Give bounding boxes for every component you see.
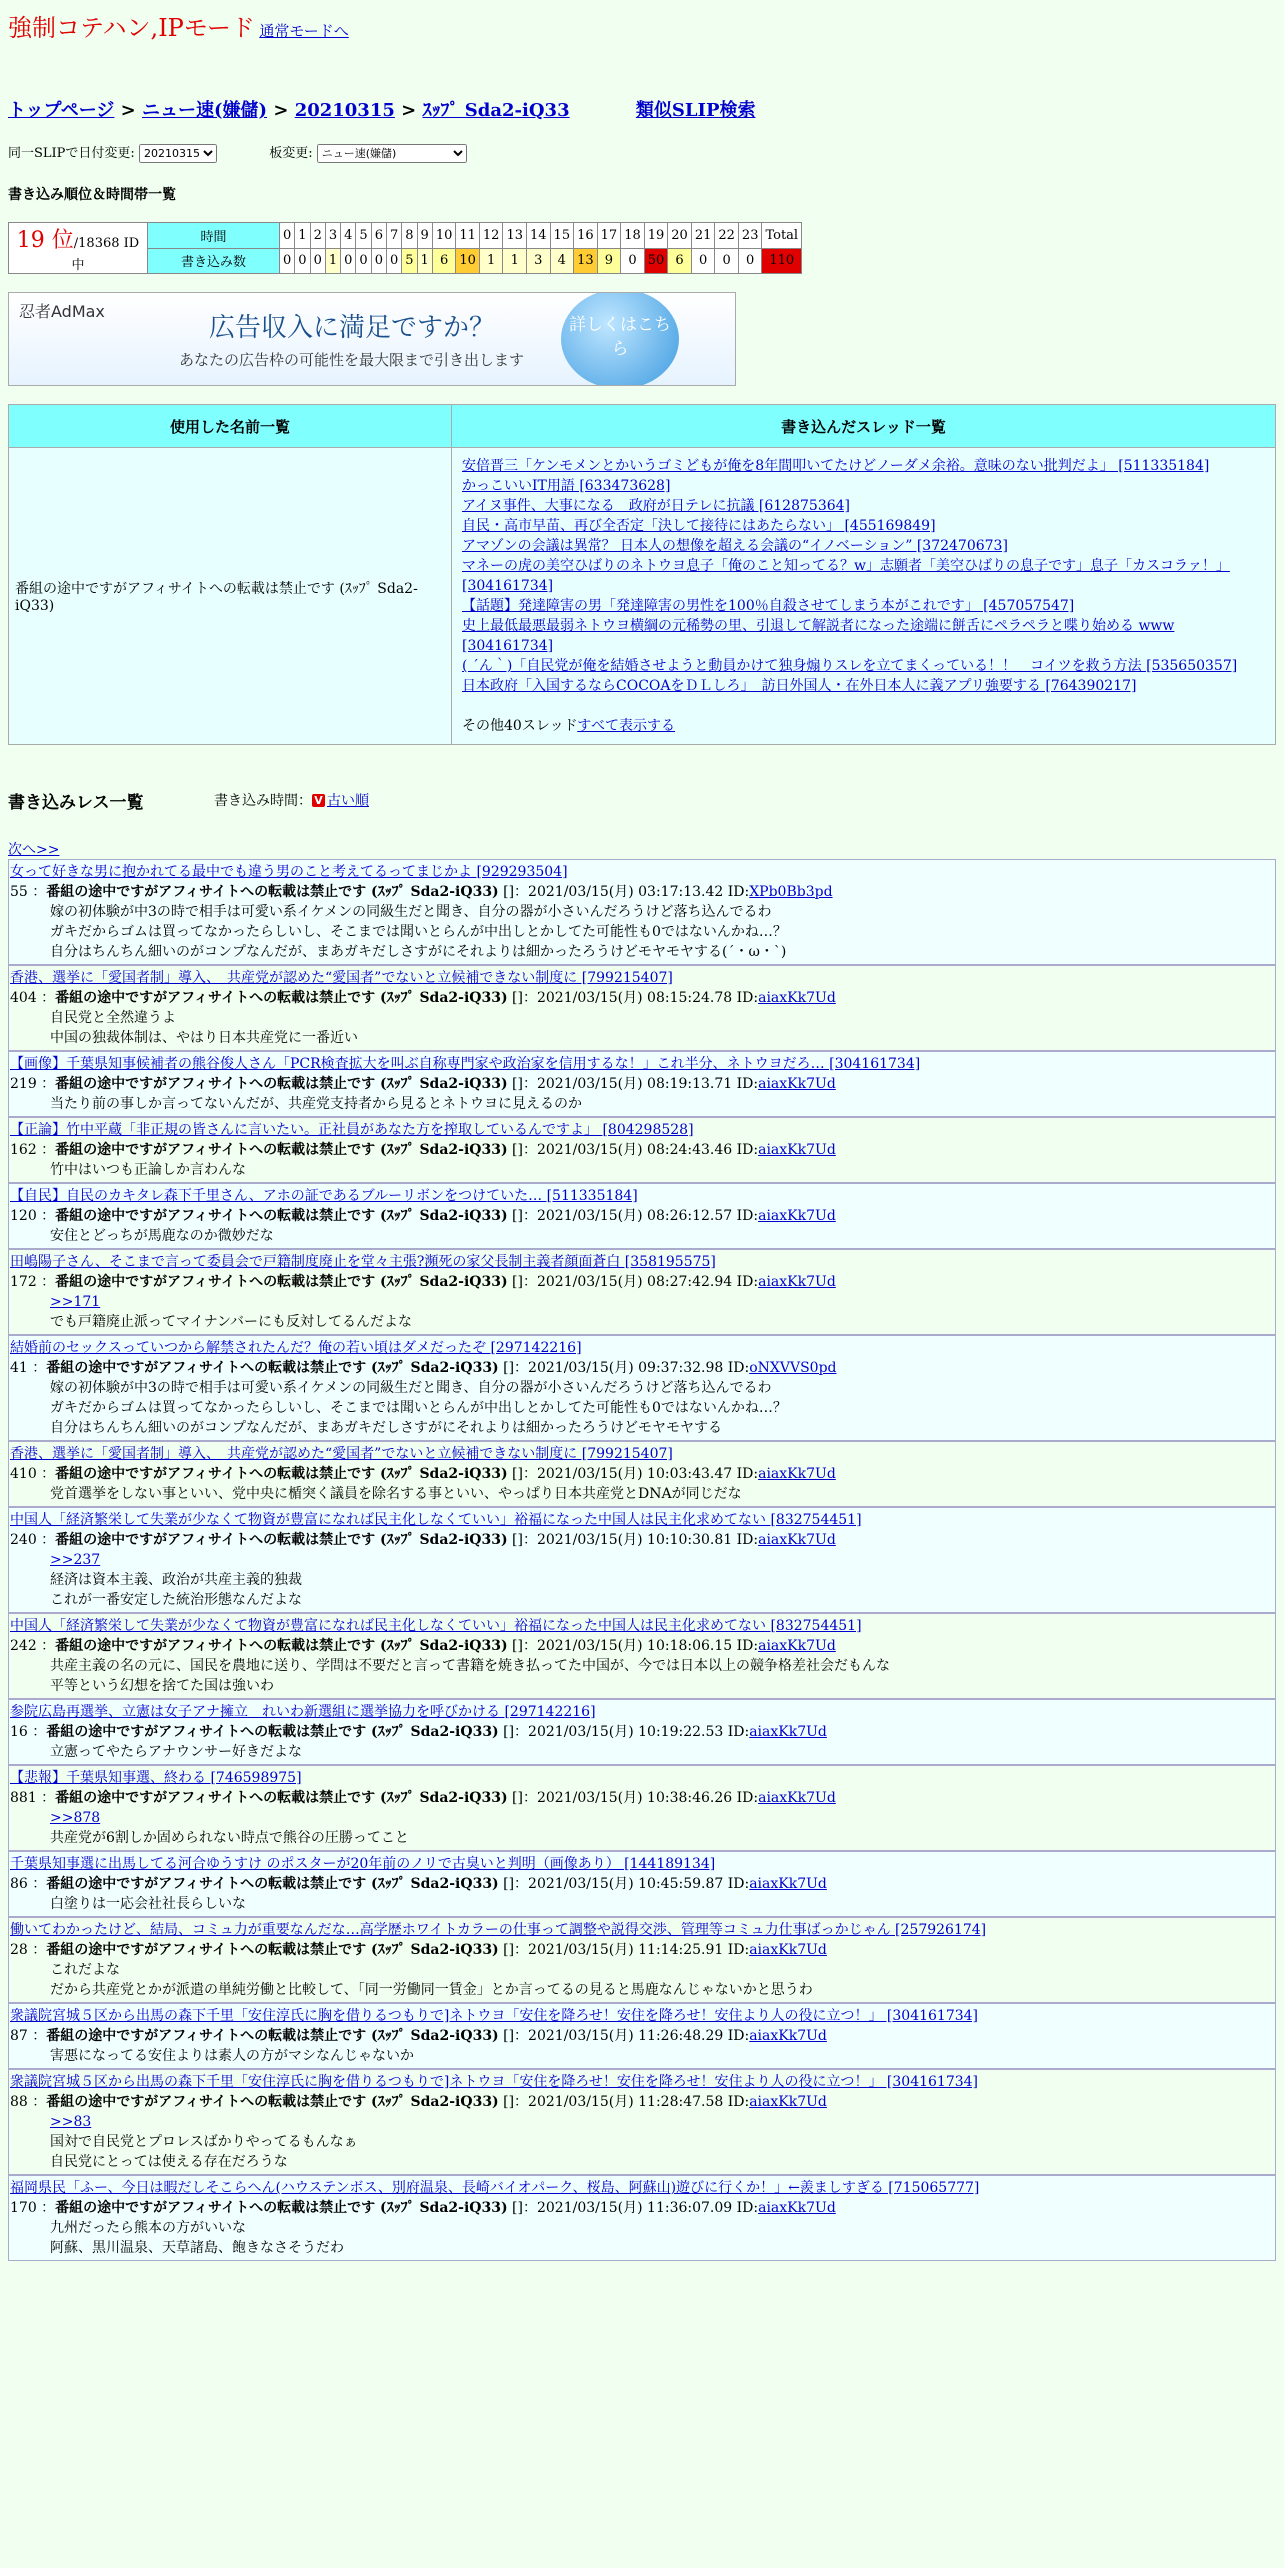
hour-cell: 16 — [574, 223, 598, 249]
post-header — [10, 882, 1274, 902]
board-select[interactable] — [317, 144, 467, 163]
post-item — [8, 1183, 1276, 1249]
hour-cell: 15 — [550, 223, 574, 249]
post-line: 国対で自民党とプロレスばかりやってるもんなぁ — [50, 2134, 358, 2150]
post-number: 172 ： — [10, 1274, 56, 1290]
date-select[interactable] — [139, 144, 217, 163]
post-name: 番組の途中ですがアフィサイトへの転載は禁止です (ｽｯﾌﾟ Sda2-iQ33) — [55, 1532, 508, 1548]
post-item — [8, 1699, 1276, 1765]
post-number: 120 ： — [10, 1208, 56, 1224]
thread-link[interactable]: ( ´ん｀)「自民党が俺を結婚させようと動員かけて独身煽りスレを立てまくっている！！ コイツを救う方法 [535650357] — [462, 658, 1238, 674]
post-id-link[interactable]: aiaxKk7Ud — [758, 1142, 836, 1158]
post-body — [10, 1484, 1274, 1504]
post-item — [8, 859, 1276, 965]
post-body — [10, 1226, 1274, 1246]
post-line: これが一番安定した統治形態なんだよな — [50, 1592, 302, 1608]
reply-anchor-link[interactable]: >>171 — [50, 1294, 101, 1310]
post-body — [10, 1742, 1274, 1762]
post-id-link[interactable]: aiaxKk7Ud — [749, 2028, 827, 2044]
post-thread-link[interactable]: 【自民】自民のカキタレ森下千里さん、アホの証であるブルーリボンをつけていた… [511335184] — [10, 1188, 638, 1204]
count-cell: 4 — [550, 248, 574, 274]
next-page-link[interactable]: 次へ>> — [8, 842, 60, 858]
post-header — [10, 2092, 1274, 2112]
post-header — [10, 1874, 1274, 1894]
post-id-link[interactable]: aiaxKk7Ud — [758, 2200, 836, 2216]
post-meta: []：2021/03/15(月) 10:18:06.15 ID: — [507, 1638, 759, 1654]
similar-slip-search-link[interactable]: 類似SLIP検索 — [635, 100, 756, 121]
count-cell: 0 — [280, 248, 295, 274]
post-body — [10, 1160, 1274, 1180]
post-body — [10, 1656, 1274, 1696]
hour-cell: 13 — [503, 223, 527, 249]
count-cell: 3 — [527, 248, 551, 274]
post-thread-link[interactable]: 女って好きな男に抱かれてる最中でも違う男のこと考えてるってまじかよ [929293504] — [10, 864, 568, 880]
breadcrumb-sep: > — [267, 100, 295, 121]
date-change-label: 同一SLIPで日付変更: — [8, 146, 135, 161]
post-item — [8, 2069, 1276, 2175]
count-cell: 0 — [356, 248, 371, 274]
post-number: 219 ： — [10, 1076, 56, 1092]
names-header: 使用した名前一覧 — [9, 405, 452, 448]
thread-link[interactable]: 【話題】発達障害の男「発達障害の男性を100％自殺させてしまう本がこれです」 [457057547] — [462, 598, 1075, 614]
breadcrumb-board[interactable]: ニュー速(嫌儲) — [142, 100, 268, 121]
hour-cell: 4 — [341, 223, 356, 249]
post-item — [8, 1765, 1276, 1851]
count-header: 書き込み数 — [148, 248, 280, 274]
post-thread-link[interactable]: 結婚前のセックスっていつから解禁されたんだ？俺の若い頃はダメだったぞ [297142216] — [10, 1340, 582, 1356]
post-name: 番組の途中ですがアフィサイトへの転載は禁止です (ｽｯﾌﾟ Sda2-iQ33) — [46, 884, 499, 900]
names-threads-table — [8, 404, 1276, 745]
post-item — [8, 965, 1276, 1051]
post-line: 自民党にとっては使える存在だろうな — [50, 2154, 288, 2170]
breadcrumb-top[interactable]: トップページ — [8, 100, 115, 121]
post-number: 162 ： — [10, 1142, 56, 1158]
post-thread-link[interactable]: 香港、選挙に「愛国者制」導入、 共産党が認めた“愛国者”でないと立候補できない制度に [799215407] — [10, 1446, 673, 1462]
post-line: 平等という幻想を捨てた国は強いわ — [50, 1678, 274, 1694]
hour-cell: Total — [762, 223, 802, 249]
post-name: 番組の途中ですがアフィサイトへの転載は禁止です (ｽｯﾌﾟ Sda2-iQ33) — [55, 1638, 508, 1654]
post-thread-link[interactable]: 【画像】千葉県知事候補者の熊谷俊人さん「PCR検査拡大を叫ぶ自称専門家や政治家を信用するな！」これ半分、ネトウヨだろ… [304161734] — [10, 1056, 921, 1072]
post-name: 番組の途中ですがアフィサイトへの転載は禁止です (ｽｯﾌﾟ Sda2-iQ33) — [55, 2200, 508, 2216]
post-thread-link[interactable]: 働いてわかったけど、結局、コミュ力が重要なんだな…高学歴ホワイトカラーの仕事って調整や説得交渉、管理等コミュ力仕事ばっかじゃん [257926174] — [10, 1922, 987, 1938]
post-thread-link[interactable]: 千葉県知事選に出馬してる河合ゆうすけ のポスターが20年前のノリで古臭いと判明（画像あり） [144189134] — [10, 1856, 716, 1872]
post-body — [10, 902, 1274, 962]
post-line: 当たり前の事しか言ってないんだが、共産党支持者から見るとネトウヨに見えるのか — [50, 1096, 582, 1112]
count-cell: 1 — [325, 248, 340, 274]
count-cell: 0 — [691, 248, 715, 274]
post-id-link[interactable]: XPb0Bb3pd — [749, 884, 833, 900]
post-item — [8, 1051, 1276, 1117]
post-header — [10, 1464, 1274, 1484]
reply-anchor-link[interactable]: >>237 — [50, 1552, 101, 1568]
post-id-link[interactable]: aiaxKk7Ud — [749, 2094, 827, 2110]
post-line: 九州だったら熊本の方がいいな — [50, 2220, 246, 2236]
post-item — [8, 1507, 1276, 1613]
ad-subtext: あなたの広告枠の可能性を最大限まで引き出します — [179, 351, 525, 369]
post-meta: []：2021/03/15(月) 10:19:22.53 ID: — [498, 1724, 750, 1740]
hour-cell: 7 — [386, 223, 401, 249]
post-header — [10, 2026, 1274, 2046]
post-header — [10, 988, 1274, 1008]
post-header — [10, 1530, 1274, 1550]
count-cell: 1 — [503, 248, 527, 274]
breadcrumb-date[interactable]: 20210315 — [294, 100, 395, 121]
count-cell: 9 — [597, 248, 621, 274]
post-line: 自分はちんちん細いのがコンプなんだが、まあガキだしさすがにそれよりは細かったろうけどモヤモヤする(´・ω・`) — [50, 944, 787, 960]
post-list — [8, 859, 1276, 2261]
post-id-link[interactable]: aiaxKk7Ud — [749, 1876, 827, 1892]
thread-link[interactable]: アイヌ事件、大事になる 政府が日テレに抗議 [612875364] — [462, 498, 850, 514]
post-body — [10, 1550, 1274, 1610]
count-cell: 5 — [402, 248, 417, 274]
post-item — [8, 1249, 1276, 1335]
post-id-link[interactable]: aiaxKk7Ud — [758, 990, 836, 1006]
post-name: 番組の途中ですがアフィサイトへの転載は禁止です (ｽｯﾌﾟ Sda2-iQ33) — [55, 1076, 508, 1092]
post-thread-link[interactable]: 田嶋陽子さん、そこまで言って委員会で戸籍制度廃止を堂々主張?瀕死の家父長制主義者顔面蒼白 [358195575] — [10, 1254, 716, 1270]
post-id-link[interactable]: aiaxKk7Ud — [749, 1724, 827, 1740]
rank-title: 書き込み順位＆時間帯一覧 — [8, 187, 176, 203]
post-thread-link[interactable]: 【正論】竹中平蔵「非正規の皆さんに言いたい。正社員があなた方を搾取しているんですよ」 [804298528] — [10, 1122, 694, 1138]
rank-position: 19 位 — [16, 228, 74, 253]
post-body — [10, 1008, 1274, 1048]
post-thread-link[interactable]: 中国人「経済繁栄して失業が少なくて物資が豊富になれば民主化しなくていい」裕福になった中国人は民主化求めてない [832754451] — [10, 1512, 862, 1528]
post-item — [8, 2003, 1276, 2069]
post-line: 中国の独裁体制は、やはり日本共産党に一番近い — [50, 1030, 358, 1046]
show-all-threads-link[interactable]: すべて表示する — [577, 718, 675, 734]
post-line: だから共産党とかが派遣の単純労働と比較して、「同一労働同一賃金」とか言ってるの見ると馬鹿なんじゃないかと思うわ — [50, 1982, 813, 1998]
ad-banner[interactable] — [8, 292, 736, 386]
used-name: 番組の途中ですがアフィサイトへの転載は禁止です (ｽｯﾌﾟ Sda2-iQ33) — [9, 448, 452, 745]
post-meta: []：2021/03/15(月) 03:17:13.42 ID: — [498, 884, 750, 900]
post-line: 自民党と全然違うよ — [50, 1010, 176, 1026]
post-header — [10, 1206, 1274, 1226]
post-header — [10, 1940, 1274, 1960]
reply-anchor-link[interactable]: >>878 — [50, 1810, 101, 1826]
thread-link[interactable]: かっこいいIT用語 [633473628] — [462, 478, 671, 494]
hour-cell: 23 — [738, 223, 762, 249]
ad-brand-logo: 忍者AdMax — [19, 302, 105, 321]
hour-cell: 1 — [295, 223, 310, 249]
res-section-title: 書き込みレス一覧 — [8, 792, 144, 813]
post-number: 55 ： — [10, 884, 47, 900]
post-meta: []：2021/03/15(月) 10:10:30.81 ID: — [507, 1532, 759, 1548]
hour-cell: 19 — [644, 223, 668, 249]
hour-cell: 17 — [597, 223, 621, 249]
post-line: でも戸籍廃止派ってマイナンバーにも反対してるんだよな — [50, 1314, 413, 1330]
hour-cell: 12 — [479, 223, 503, 249]
res-section-header — [8, 785, 1276, 815]
post-number: 28 ： — [10, 1942, 47, 1958]
hour-cell: 3 — [325, 223, 340, 249]
post-meta: []：2021/03/15(月) 11:26:48.29 ID: — [498, 2028, 750, 2044]
post-name: 番組の途中ですがアフィサイトへの転載は禁止です (ｽｯﾌﾟ Sda2-iQ33) — [46, 2028, 499, 2044]
post-body — [10, 2046, 1274, 2066]
hour-cell: 5 — [356, 223, 371, 249]
post-body — [10, 1894, 1274, 1914]
post-name: 番組の途中ですがアフィサイトへの転載は禁止です (ｽｯﾌﾟ Sda2-iQ33) — [46, 1876, 499, 1892]
post-header — [10, 1074, 1274, 1094]
post-line: 共産主義の名の元に、国民を農地に送り、学問は不要だと言って書籍を焼き払ってた中国が、今では日本以上の競争格差社会だもんな — [50, 1658, 890, 1674]
thread-link[interactable]: 安倍晋三「ケンモメンとかいうゴミどもが俺を8年間叩いてたけどノーダメ余裕。意味のない批判だよ」 [511335184] — [462, 458, 1210, 474]
thread-link[interactable]: マネーの虎の美空ひばりのネトウヨ息子「俺のこと知ってる？w」志願者「美空ひばりの息子です」息子「カスコラァ！」 [304161734] — [462, 558, 1230, 594]
hour-cell: 22 — [715, 223, 739, 249]
post-number: 41 ： — [10, 1360, 47, 1376]
post-id-link[interactable]: aiaxKk7Ud — [758, 1076, 836, 1092]
threads-header: 書き込んだスレッド一覧 — [452, 405, 1276, 448]
count-cell: 6 — [432, 248, 456, 274]
count-cell: 1 — [479, 248, 503, 274]
post-number: 87 ： — [10, 2028, 47, 2044]
hour-cell: 8 — [402, 223, 417, 249]
post-meta: []：2021/03/15(月) 10:03:43.47 ID: — [507, 1466, 759, 1482]
hour-cell: 2 — [310, 223, 325, 249]
post-number: 410 ： — [10, 1466, 56, 1482]
count-cell: 0 — [295, 248, 310, 274]
count-cell: 0 — [386, 248, 401, 274]
post-body — [10, 1960, 1274, 2000]
post-meta: []：2021/03/15(月) 10:45:59.87 ID: — [498, 1876, 750, 1892]
post-line: 経済は資本主義、政治が共産主義的独裁 — [50, 1572, 302, 1588]
post-line: 白塗りは一応会社社長らしいな — [50, 1896, 246, 1912]
breadcrumb-sep: > — [114, 100, 143, 121]
hourly-table — [8, 222, 802, 274]
post-thread-link[interactable]: 福岡県民「ふー、今日は暇だしそこらへん(ハウステンボス、別府温泉、長崎バイオパーク、桜島、阿蘇山)遊びに行くか！」←羨ましすぎる [715065777] — [10, 2180, 980, 2196]
post-thread-link[interactable]: 香港、選挙に「愛国者制」導入、 共産党が認めた“愛国者”でないと立候補できない制度に [799215407] — [10, 970, 673, 986]
count-cell: 0 — [715, 248, 739, 274]
post-line: これだよな — [50, 1962, 120, 1978]
count-cell: 0 — [371, 248, 386, 274]
post-id-link[interactable]: aiaxKk7Ud — [758, 1208, 836, 1224]
post-line: 党首選挙をしない事といい、党中央に楯突く議員を除名する事といい、やっぱり日本共産党とDNAが同じだな — [50, 1486, 742, 1502]
count-cell: 0 — [738, 248, 762, 274]
hour-cell: 10 — [432, 223, 456, 249]
post-item — [8, 1335, 1276, 1441]
post-meta: []：2021/03/15(月) 11:14:25.91 ID: — [498, 1942, 750, 1958]
post-number: 240 ： — [10, 1532, 56, 1548]
post-line: 阿蘇、黒川温泉、天草諸島、飽きなさそうだわ — [50, 2240, 344, 2256]
order-label: 書き込み時間： — [214, 793, 312, 809]
post-meta: []：2021/03/15(月) 11:28:47.58 ID: — [498, 2094, 750, 2110]
hour-cell: 0 — [280, 223, 295, 249]
post-number: 170 ： — [10, 2200, 56, 2216]
post-header — [10, 1140, 1274, 1160]
post-header — [10, 1788, 1274, 1808]
post-number: 86 ： — [10, 1876, 47, 1892]
post-name: 番組の途中ですがアフィサイトへの転載は禁止です (ｽｯﾌﾟ Sda2-iQ33) — [55, 1208, 508, 1224]
post-body — [10, 2112, 1274, 2172]
count-cell: 6 — [668, 248, 692, 274]
post-meta: []：2021/03/15(月) 08:26:12.57 ID: — [507, 1208, 759, 1224]
post-item — [8, 1117, 1276, 1183]
post-name: 番組の途中ですがアフィサイトへの転載は禁止です (ｽｯﾌﾟ Sda2-iQ33) — [55, 990, 508, 1006]
post-item — [8, 1441, 1276, 1507]
post-item — [8, 2175, 1276, 2261]
hour-cell: 14 — [527, 223, 551, 249]
hour-cell: 9 — [417, 223, 432, 249]
post-number: 242 ： — [10, 1638, 56, 1654]
breadcrumb-slip[interactable]: ｽｯﾌﾟ Sda2-iQ33 — [422, 100, 570, 121]
time-header: 時間 — [148, 223, 280, 249]
post-name: 番組の途中ですがアフィサイトへの転載は禁止です (ｽｯﾌﾟ Sda2-iQ33) — [46, 1724, 499, 1740]
post-number: 88 ： — [10, 2094, 47, 2110]
post-name: 番組の途中ですがアフィサイトへの転載は禁止です (ｽｯﾌﾟ Sda2-iQ33) — [46, 2094, 499, 2110]
mode-title: 強制コテハン,IPモード — [8, 14, 255, 42]
hour-cell: 6 — [371, 223, 386, 249]
post-body — [10, 1094, 1274, 1114]
count-cell: 50 — [644, 248, 668, 274]
post-line: 自分はちんちん細いのがコンプなんだが、まあガキだしさすがにそれよりは細かったろうけどモヤモヤする — [50, 1420, 722, 1436]
board-change-label: 板変更: — [269, 146, 313, 161]
post-header — [10, 1272, 1274, 1292]
post-number: 404 ： — [10, 990, 56, 1006]
post-meta: []：2021/03/15(月) 08:15:24.78 ID: — [507, 990, 759, 1006]
post-name: 番組の途中ですがアフィサイトへの転載は禁止です (ｽｯﾌﾟ Sda2-iQ33) — [55, 1274, 508, 1290]
post-number: 16 ： — [10, 1724, 47, 1740]
post-thread-link[interactable]: 【悲報】千葉県知事選、終わる [746598975] — [10, 1770, 302, 1786]
hour-cell: 18 — [621, 223, 645, 249]
mode-bar — [8, 8, 1276, 42]
post-body — [10, 1292, 1274, 1332]
post-line: 安住とどっちが馬鹿なのか微妙だな — [50, 1228, 274, 1244]
post-body — [10, 1808, 1274, 1848]
post-meta: []：2021/03/15(月) 08:19:13.71 ID: — [507, 1076, 759, 1092]
post-header — [10, 1636, 1274, 1656]
thread-link[interactable]: 日本政府「入国するならCOCOAをＤＬしろ」 訪日外国人・在外日本人に義アプリ強要する [764390217] — [462, 678, 1137, 694]
post-name: 番組の途中ですがアフィサイトへの転載は禁止です (ｽｯﾌﾟ Sda2-iQ33) — [55, 1466, 508, 1482]
post-body — [10, 1378, 1274, 1438]
post-thread-link[interactable]: 参院広島再選挙、立憲は女子アナ擁立 れいわ新選組に選挙協力を呼びかける [297142216] — [10, 1704, 596, 1720]
post-meta: []：2021/03/15(月) 09:37:32.98 ID: — [498, 1360, 750, 1376]
post-name: 番組の途中ですがアフィサイトへの転載は禁止です (ｽｯﾌﾟ Sda2-iQ33) — [55, 1790, 508, 1806]
breadcrumb-sep: > — [394, 100, 423, 121]
post-id-link[interactable]: aiaxKk7Ud — [758, 1532, 836, 1548]
post-line: ガキだからゴムは買ってなかったらしいし、そこまでは聞いとらんが中出しとかしてた可能性も0ではないんかね…？ — [50, 1400, 787, 1416]
post-line: 嫁の初体験が中3の時で相手は可愛い系イケメンの同級生だと聞き、自分の器が小さいんだろうけど落ち込んでるわ — [50, 1380, 772, 1396]
ad-cta-button[interactable]: 詳しくはこちら — [561, 292, 679, 386]
rank-cell — [9, 223, 148, 274]
v-icon: V — [312, 794, 325, 807]
post-id-link[interactable]: oNXVVS0pd — [749, 1360, 837, 1376]
post-header — [10, 2198, 1274, 2218]
count-cell: 0 — [341, 248, 356, 274]
post-line: ガキだからゴムは買ってなかったらしいし、そこまでは聞いとらんが中出しとかしてた可能性も0ではないんかね…？ — [50, 924, 787, 940]
rank-total: /18368 ID中 — [71, 236, 140, 273]
post-name: 番組の途中ですがアフィサイトへの転載は禁止です (ｽｯﾌﾟ Sda2-iQ33) — [46, 1360, 499, 1376]
order-oldest-link[interactable]: 古い順 — [327, 793, 369, 809]
reply-anchor-link[interactable]: >>83 — [50, 2114, 92, 2130]
post-line: 立憲ってやたらアナウンサー好きだよな — [50, 1744, 302, 1760]
post-body — [10, 2218, 1274, 2258]
hour-cell: 20 — [668, 223, 692, 249]
post-meta: []：2021/03/15(月) 11:36:07.09 ID: — [507, 2200, 759, 2216]
post-meta: []：2021/03/15(月) 10:38:46.26 ID: — [507, 1790, 759, 1806]
post-line: 害悪になってる安住よりは素人の方がマシなんじゃないか — [50, 2048, 414, 2064]
thread-link[interactable]: 史上最低最悪最弱ネトウヨ横綱の元稀勢の里、引退して解説者になった途端に餅舌にペラペラと喋り始める www [304161734] — [462, 618, 1175, 654]
post-id-link[interactable]: aiaxKk7Ud — [758, 1790, 836, 1806]
count-cell: 0 — [310, 248, 325, 274]
post-id-link[interactable]: aiaxKk7Ud — [749, 1942, 827, 1958]
post-name: 番組の途中ですがアフィサイトへの転載は禁止です (ｽｯﾌﾟ Sda2-iQ33) — [55, 1142, 508, 1158]
thread-link[interactable]: アマゾンの会議は異常？ 日本人の想像を超える会議の“イノベーション” [372470673] — [462, 538, 1008, 554]
more-threads-label: その他40スレッド — [462, 718, 578, 734]
post-thread-link[interactable]: 衆議院宮城５区から出馬の森下千里「安住淳氏に胸を借りるつもりで]ネトウヨ「安住を降ろせ！安住を降ろせ！安住より人の役に立つ！」 [304161734] — [10, 2074, 979, 2090]
post-name: 番組の途中ですがアフィサイトへの転載は禁止です (ｽｯﾌﾟ Sda2-iQ33) — [46, 1942, 499, 1958]
post-item — [8, 1917, 1276, 2003]
breadcrumb — [8, 96, 1276, 120]
post-line: 竹中はいつも正論しか言わんな — [50, 1162, 246, 1178]
hour-cell: 11 — [456, 223, 480, 249]
count-cell: 13 — [574, 248, 598, 274]
post-item — [8, 1613, 1276, 1699]
normal-mode-link[interactable]: 通常モードへ — [259, 22, 349, 40]
controls — [8, 142, 1276, 166]
count-cell: 0 — [621, 248, 645, 274]
count-cell: 110 — [762, 248, 802, 274]
post-header — [10, 1358, 1274, 1378]
post-item — [8, 1851, 1276, 1917]
post-id-link[interactable]: aiaxKk7Ud — [758, 1638, 836, 1654]
post-meta: []：2021/03/15(月) 08:27:42.94 ID: — [507, 1274, 759, 1290]
post-line: 共産党が6割しか固められない時点で熊谷の圧勝ってこと — [50, 1830, 409, 1846]
post-thread-link[interactable]: 衆議院宮城５区から出馬の森下千里「安住淳氏に胸を借りるつもりで]ネトウヨ「安住を降ろせ！安住を降ろせ！安住より人の役に立つ！」 [304161734] — [10, 2008, 979, 2024]
thread-list — [452, 448, 1276, 745]
post-id-link[interactable]: aiaxKk7Ud — [758, 1466, 836, 1482]
count-cell: 1 — [417, 248, 432, 274]
count-cell: 10 — [456, 248, 480, 274]
post-meta: []：2021/03/15(月) 08:24:43.46 ID: — [507, 1142, 759, 1158]
post-line: 嫁の初体験が中3の時で相手は可愛い系イケメンの同級生だと聞き、自分の器が小さいんだろうけど落ち込んでるわ — [50, 904, 772, 920]
ad-headline: 広告収入に満足ですか？ — [209, 313, 496, 343]
thread-link[interactable]: 自民・高市早苗、再び全否定「決して接待にはあたらない」 [455169849] — [462, 518, 936, 534]
post-thread-link[interactable]: 中国人「経済繁栄して失業が少なくて物資が豊富になれば民主化しなくていい」裕福になった中国人は民主化求めてない [832754451] — [10, 1618, 862, 1634]
hour-cell: 21 — [691, 223, 715, 249]
post-number: 881 ： — [10, 1790, 56, 1806]
post-id-link[interactable]: aiaxKk7Ud — [758, 1274, 836, 1290]
post-header — [10, 1722, 1274, 1742]
